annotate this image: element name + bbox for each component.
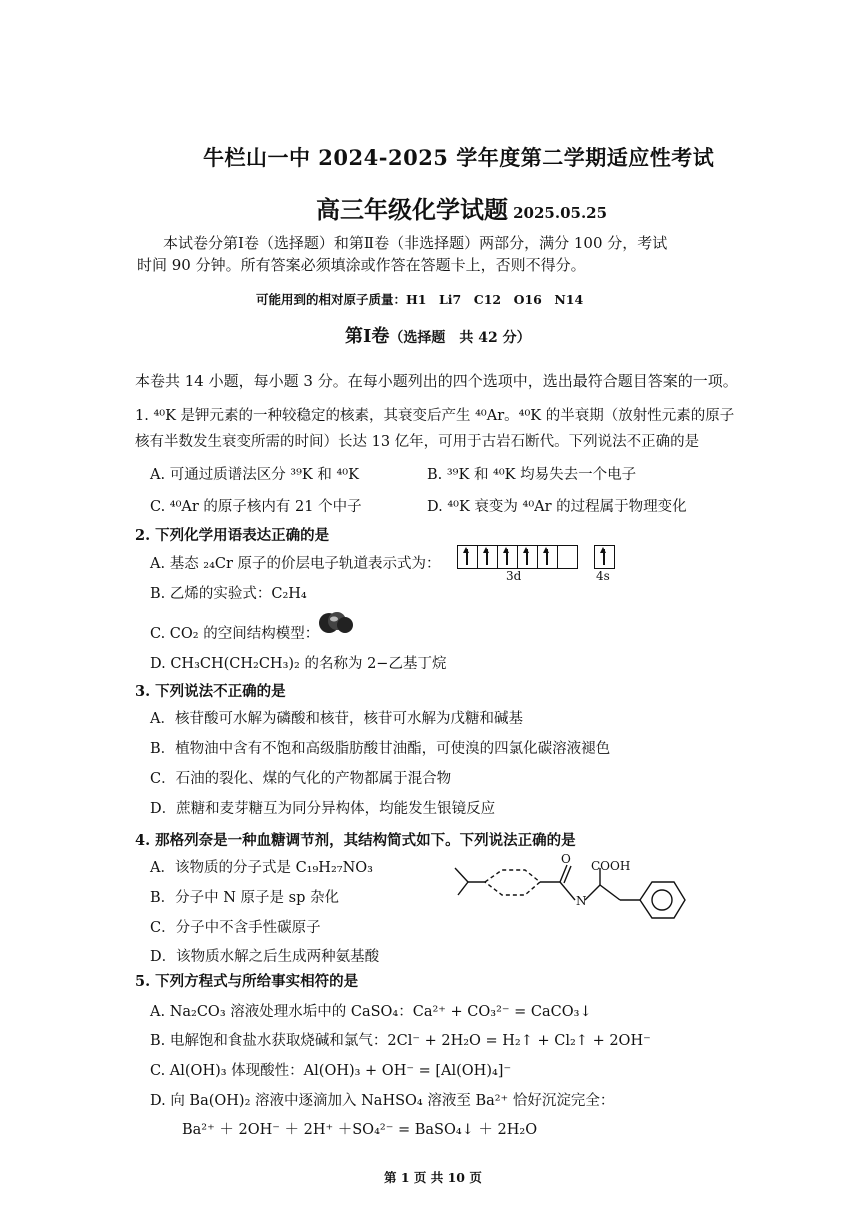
spin-up-arrow-icon — [506, 549, 508, 565]
subject-title-row — [316, 190, 607, 225]
q5-option-b: B. 电解饱和食盐水获取烧碱和氯气：2Cl⁻ + 2H₂O = H₂↑ + Cl₂↑ + 2OH⁻ — [150, 1033, 651, 1049]
q5-option-a: A. Na₂CO₃ 溶液处理水垢中的 CaSO₄：Ca²⁺ + CO₃²⁻ = CaCO₃↓ — [150, 1004, 592, 1020]
q1-option-d: D. ⁴⁰K 衰变为 ⁴⁰Ar 的过程属于物理变化 — [427, 499, 687, 515]
intro-line-2: 时间 90 分钟。所有答案必须填涂或作答在答题卡上，否则不得分。 — [137, 256, 586, 274]
section-heading — [345, 322, 531, 348]
orbital-box — [498, 546, 518, 568]
q3-option-b: B．植物油中含有不饱和高级脂肪酸甘油酯，可使溴的四氯化碳溶液褪色 — [150, 741, 611, 757]
struct-cooh: COOH — [591, 859, 631, 873]
q2-option-a: A. 基态 ₂₄Cr 原子的价层电子轨道表示式为： — [150, 556, 441, 572]
spin-up-arrow-icon — [526, 549, 528, 565]
orbital-box — [538, 546, 558, 568]
q2-option-d: D. CH₃CH(CH₂CH₃)₂ 的名称为 2−乙基丁烷 — [150, 656, 447, 672]
q4-option-a: A．该物质的分子式是 C₁₉H₂₇NO₃ — [150, 860, 373, 876]
orbital-box — [518, 546, 538, 568]
q5-option-c: C. Al(OH)₃ 体现酸性：Al(OH)₃ + OH⁻ = [Al(OH)₄]⁻ — [150, 1063, 512, 1079]
q1-stem-line-2: 核有半数发生衰变所需的时间）长达 13 亿年，可用于古岩石断代。下列说法不正确的是 — [135, 434, 700, 450]
q1-option-b: B. ³⁹K 和 ⁴⁰K 均易失去一个电子 — [427, 467, 637, 483]
spin-up-arrow-icon — [486, 549, 488, 565]
q4-option-b: B．分子中 N 原子是 sp 杂化 — [150, 890, 340, 906]
q2-option-c: C. CO₂ 的空间结构模型： — [150, 626, 320, 642]
q2-stem: 2. 下列化学用语表达正确的是 — [135, 527, 330, 544]
q3-option-d: D．蔗糖和麦芽糖互为同分异构体，均能发生银镜反应 — [150, 801, 496, 817]
section-title: 第Ⅰ卷 — [345, 326, 390, 347]
q3-option-c: C．石油的裂化、煤的气化的产物都属于混合物 — [150, 771, 452, 787]
q4-option-c: C．分子中不含手性碳原子 — [150, 920, 321, 936]
page-number: 第 1 页 共 10 页 — [384, 1170, 482, 1185]
q5-option-d: D. 向 Ba(OH)₂ 溶液中逐滴加入 NaHSO₄ 溶液至 Ba²⁺ 恰好沉淀完全： — [150, 1093, 615, 1109]
orbital-box — [595, 546, 614, 568]
intro-line-1: 本试卷分第Ⅰ卷（选择题）和第Ⅱ卷（非选择题）两部分，满分 100 分，考试 — [163, 234, 668, 252]
orbital-box — [458, 546, 478, 568]
orbital-3d-diagram — [457, 545, 578, 569]
struct-carbonyl-o: O — [561, 852, 571, 866]
spin-up-arrow-icon — [546, 549, 548, 565]
orbital-box — [558, 546, 577, 568]
q5-option-d-equation: Ba²⁺ ＋ 2OH⁻ ＋ 2H⁺ ＋SO₄²⁻ = BaSO₄↓ ＋ 2H₂O — [182, 1122, 538, 1138]
q5-stem: 5. 下列方程式与所给事实相符的是 — [135, 973, 359, 990]
spin-up-arrow-icon — [466, 549, 468, 565]
q4-option-d: D．该物质水解之后生成两种氨基酸 — [150, 949, 380, 965]
q3-option-a: A．核苷酸可水解为磷酸和核苷，核苷可水解为戊糖和碱基 — [150, 711, 523, 727]
orbital-3d-label: 3d — [506, 569, 522, 583]
q1-stem-line-1: 1. ⁴⁰K 是钾元素的一种较稳定的核素，其衰变后产生 ⁴⁰Ar。⁴⁰K 的半衰期（放射性元素的原子 — [135, 408, 735, 424]
q1-option-c: C. ⁴⁰Ar 的原子核内有 21 个中子 — [150, 499, 362, 515]
orbital-box — [478, 546, 498, 568]
subject-title: 高三年级化学试题 — [316, 195, 508, 224]
section-title-note: （选择题 共 42 分） — [389, 330, 531, 346]
co2-space-filling-model-icon — [315, 608, 355, 638]
section-instructions: 本卷共 14 小题，每小题 3 分。在每小题列出的四个选项中，选出最符合题目答案的一项。 — [135, 372, 738, 390]
exam-date: 2025.05.25 — [513, 204, 608, 222]
q3-stem: 3. 下列说法不正确的是 — [135, 683, 286, 700]
q2-option-b: B. 乙烯的实验式：C₂H₄ — [150, 586, 307, 602]
spin-up-arrow-icon — [603, 549, 605, 565]
q1-option-a: A. 可通过质谱法区分 ³⁹K 和 ⁴⁰K — [150, 467, 359, 483]
q4-stem: 4. 那格列奈是一种血糖调节剂，其结构简式如下。下列说法正确的是 — [135, 832, 576, 849]
orbital-4s-diagram — [594, 545, 615, 569]
exam-title: 牛栏山一中 2024-2025 学年度第二学期适应性考试 — [203, 145, 715, 170]
atomic-masses: 可能用到的相对原子质量：H1 Li7 C12 O16 N14 — [256, 292, 584, 307]
struct-nh: N — [576, 894, 587, 908]
orbital-4s-label: 4s — [596, 569, 610, 583]
